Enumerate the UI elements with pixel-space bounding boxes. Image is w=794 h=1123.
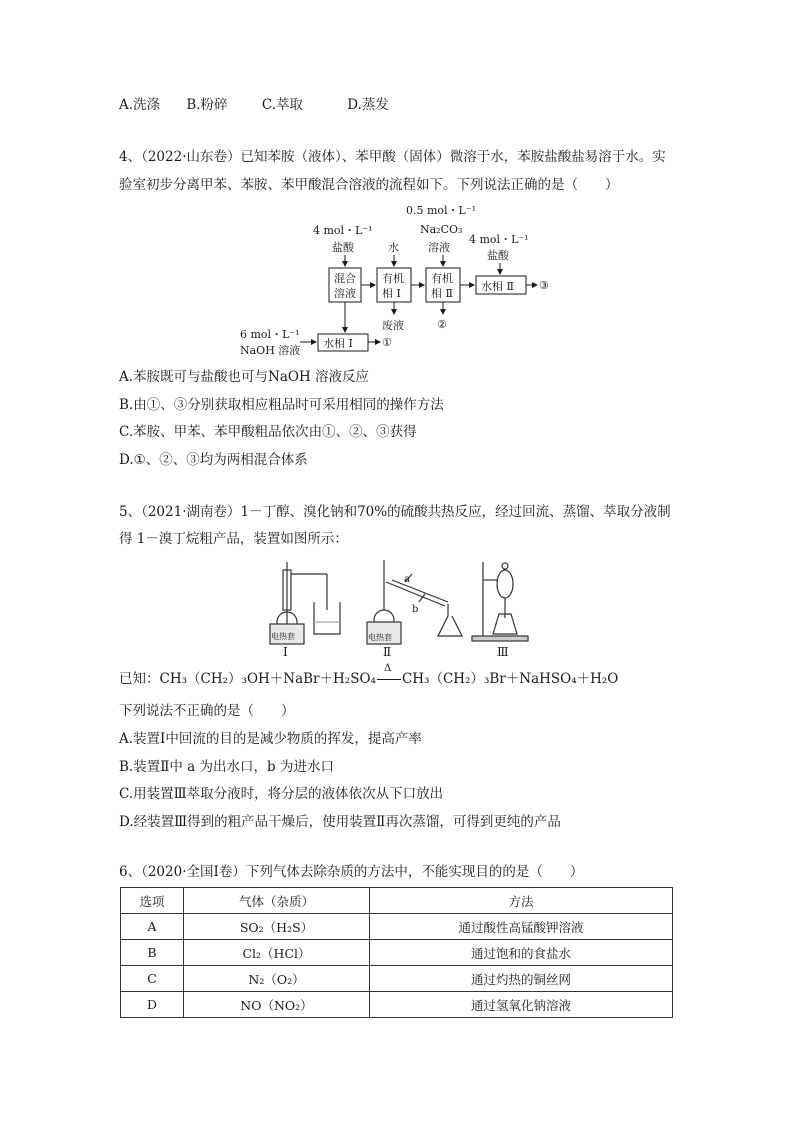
row-d-gas: NO（NO₂）	[184, 992, 370, 1018]
table-header-row	[121, 888, 673, 914]
header-option: 选项	[121, 888, 184, 914]
q4-flow-diagram	[0, 198, 794, 358]
q5-option-a: A.装置Ⅰ中回流的目的是减少物质的挥发，提高产率	[119, 731, 422, 747]
q5-option-c: C.用装置Ⅲ萃取分液时，将分层的液体依次从下口放出	[119, 786, 444, 802]
naoh-conc: 6 mol・L⁻¹	[240, 328, 300, 341]
q3-option-a: A.洗涤	[119, 97, 161, 113]
apparatus-3	[472, 562, 528, 641]
reagent2-name: 水	[388, 241, 399, 254]
q5-known-reaction	[119, 663, 619, 688]
q5-option-b: B.装置Ⅱ中 a 为出水口，b 为进水口	[119, 759, 334, 775]
header-method: 方法	[370, 888, 673, 914]
apparatus-label-3: Ⅲ	[497, 645, 509, 659]
reagent3-solution: 溶液	[428, 241, 450, 254]
table-row	[121, 914, 673, 940]
heater-label-1: 电热套	[271, 632, 295, 641]
q5-question: 下列说法不正确的是（ ）	[119, 703, 295, 719]
svg-text:水相 Ⅰ: 水相 Ⅰ	[323, 337, 353, 350]
row-a-option: A	[121, 914, 184, 940]
row-b-gas: Cl₂（HCl）	[184, 940, 370, 966]
arrow-line	[377, 679, 401, 680]
output-2: ②	[437, 318, 447, 331]
row-b-method: 通过饱和的食盐水	[370, 940, 673, 966]
row-c-method: 通过灼热的铜丝网	[370, 966, 673, 992]
naoh-name: NaOH 溶液	[240, 344, 301, 357]
svg-text:溶液: 溶液	[334, 287, 356, 300]
output-1: ①	[382, 336, 392, 349]
heater-label-2: 电热套	[368, 633, 392, 642]
q4-option-a: A.苯胺既可与盐酸也可与NaOH 溶液反应	[119, 369, 370, 385]
q4-option-d: D.①、②、③均为两相混合体系	[119, 452, 308, 468]
q3-option-b: B.粉碎	[186, 97, 228, 113]
reagent3-conc: 0.5 mol・L⁻¹	[406, 204, 477, 217]
reaction-right: CH₃（CH₂）₃Br＋NaHSO₄＋H₂O	[401, 671, 619, 687]
row-c-gas: N₂（O₂）	[184, 966, 370, 992]
known-prefix: 已知：	[119, 671, 160, 687]
reaction-condition: Δ	[383, 663, 392, 674]
waste-label: 废液	[382, 319, 404, 332]
row-b-option: B	[121, 940, 184, 966]
q3-option-d: D.蒸发	[347, 97, 389, 113]
row-d-option: D	[121, 992, 184, 1018]
table-row	[121, 992, 673, 1018]
q6-table	[120, 887, 673, 1018]
reagent3-formula: Na₂CO₃	[420, 223, 463, 236]
table-row	[121, 940, 673, 966]
svg-text:水相 Ⅱ: 水相 Ⅱ	[481, 280, 514, 293]
q4-option-b: B.由①、③分别获取相应粗品时可采用相同的操作方法	[119, 397, 444, 413]
svg-text:相 Ⅰ: 相 Ⅰ	[382, 287, 401, 300]
reaction-arrow	[376, 663, 402, 688]
row-a-method: 通过酸性高锰酸钾溶液	[370, 914, 673, 940]
svg-text:混合: 混合	[334, 272, 356, 285]
q4-stem-line1: 4、（2022·山东卷）已知苯胺（液体）、苯甲酸（固体）微溶于水，苯胺盐酸盐易溶于水。实	[119, 149, 666, 165]
svg-text:有机: 有机	[382, 272, 404, 285]
q4-option-c: C.苯胺、甲苯、苯甲酸粗品依次由①、②、③获得	[119, 424, 417, 440]
apparatus-label-1: Ⅰ	[283, 645, 288, 659]
output-3: ③	[539, 279, 549, 292]
q3-option-c: C.萃取	[261, 97, 303, 113]
q5-stem-line2: 得 1－溴丁烷粗产品，装置如图所示：	[119, 531, 348, 547]
reaction-left: CH₃（CH₂）₃OH＋NaBr＋H₂SO₄	[159, 671, 376, 687]
row-c-option: C	[121, 966, 184, 992]
reagent4-conc: 4 mol・L⁻¹	[469, 233, 529, 246]
port-a: a	[404, 574, 410, 585]
q5-apparatus	[0, 552, 794, 662]
table-row	[121, 966, 673, 992]
reagent4-name: 盐酸	[487, 249, 509, 262]
port-b: b	[412, 604, 419, 615]
header-gas: 气体（杂质）	[184, 888, 370, 914]
row-d-method: 通过氢氧化钠溶液	[370, 992, 673, 1018]
reagent1-conc: 4 mol・L⁻¹	[313, 224, 373, 237]
q4-stem-line2: 验室初步分离甲苯、苯胺、苯甲酸混合溶液的流程如下。下列说法正确的是（ ）	[119, 177, 619, 193]
q5-stem-line1: 5、（2021·湖南卷）1－丁醇、溴化钠和70%的硫酸共热反应，经过回流、蒸馏、萃取分液制	[119, 504, 671, 520]
svg-text:有机: 有机	[431, 272, 453, 285]
reagent1-name: 盐酸	[332, 241, 354, 254]
q5-option-d: D.经装置Ⅲ得到的粗产品干燥后，使用装置Ⅱ再次蒸馏，可得到更纯的产品	[119, 814, 561, 830]
row-a-gas: SO₂（H₂S）	[184, 914, 370, 940]
apparatus-label-2: Ⅱ	[383, 645, 392, 659]
q3-options	[119, 96, 411, 114]
svg-text:相 Ⅱ: 相 Ⅱ	[431, 287, 453, 300]
q6-stem: 6、（2020·全国Ⅰ卷）下列气体去除杂质的方法中，不能实现目的的是（ ）	[119, 864, 584, 880]
apparatus-2	[367, 560, 462, 644]
